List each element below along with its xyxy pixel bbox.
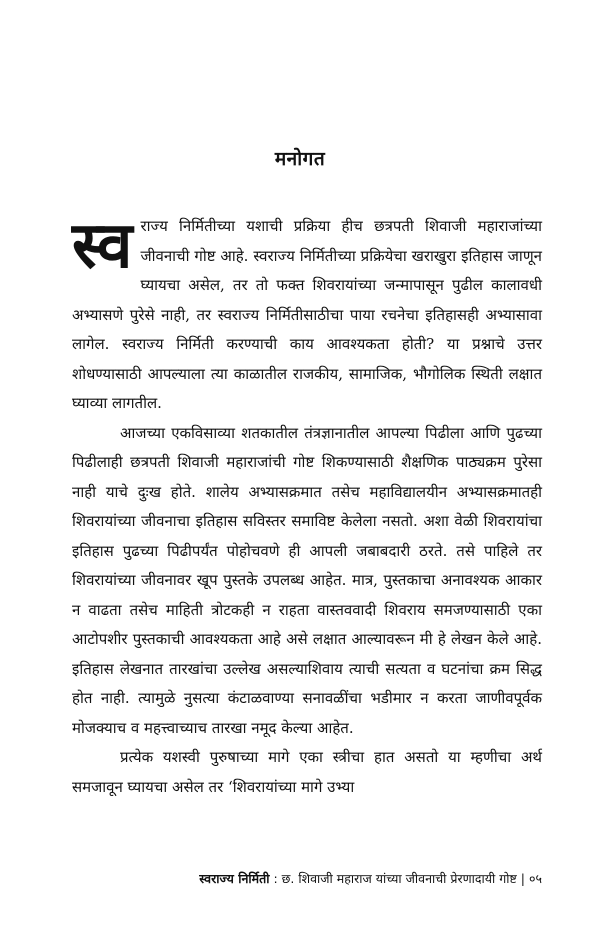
paragraph-2: आजच्या एकविसाव्या शतकातील तंत्रज्ञानातील आपल्या पिढीला आणि पुढच्या पिढीलाही छत्रपती शिवाजी महाराजांची गोष्ट शिकण्यासाठी शैक्षणिक पाठ्यक्रम पुरेसा नाही याचे दुःख होते. शालेय अभ्यासक्रमात तसेच महाविद्यालयीन अभ्यासक्रमातही शिवरायांच्या जीवनाचा इतिहास सविस्तर समाविष्ट केलेला नसतो. अशा वेळी शिवरायांचा इतिहास पुढच्या पिढीपर्यंत पोहोचवणे ही आपली जबाबदारी ठरते. तसे पाहिले तर शिवरायांच्या जीवनावर खूप पुस्तके उपलब्ध आहेत. मात्र, पुस्तकाचा अनावश्यक आकार न वाढता तसेच माहिती त्रोटकही न राहता वास्तववादी शिवराय समजण्यासाठी एका आटोपशीर पुस्तकाची आवश्यकता आहे असे लक्षात आल्यावरून मी हे लेखन केले आहे. इतिहास लेखनात तारखांचा उल्लेख असल्याशिवाय त्याची सत्यता व घटनांचा क्रम सिद्ध होत नाही. त्यामुळे नुसत्या कंटाळवाण्या सनावळींचा भडीमार न करता जाणीवपूर्वक मोजक्याच व महत्त्वाच्याच तारखा नमूद केल्या आहेत.	[72, 423, 542, 737]
footer-separator: :	[269, 871, 282, 886]
footer-divider: |	[516, 871, 529, 886]
running-footer	[199, 870, 542, 887]
footer-subtitle: छ. शिवाजी महाराज यांच्या जीवनाची प्रेरणादायी गोष्ट	[281, 871, 517, 886]
paragraph-1-text: राज्य निर्मितीच्या यशाची प्रक्रिया हीच छत्रपती शिवाजी महाराजांच्या जीवनाची गोष्ट आहे. स्वराज्य निर्मितीच्या प्रक्रियेचा खराखुरा इतिहास जाणून घ्यायचा असेल, तर तो फक्त शिवरायांच्या जन्मापासून पुढील कालावधी अभ्यासणे पुरेसे नाही, तर स्वराज्य निर्मितीसाठीचा पाया रचनेचा इतिहासही अभ्यासावा लागेल. स्वराज्य निर्मिती करण्याची काय आवश्यकता होती? या प्रश्नाचे उत्तर शोधण्यासाठी आपल्याला त्या काळातील राजकीय, सामाजिक, भौगोलिक स्थिती लक्षात घ्याव्या लागतील.	[72, 217, 542, 412]
paragraph-3: प्रत्येक यशस्वी पुरुषाच्या मागे एका स्त्रीचा हात असतो या म्हणीचा अर्थ समजावून घ्यायचा असेल तर ‘शिवरायांच्या मागे उभ्या	[72, 748, 542, 796]
body-text	[72, 208, 542, 802]
footer-book-title: स्वराज्य निर्मिती	[199, 871, 270, 886]
drop-cap: स्व	[72, 208, 133, 283]
page-title: मनोगत	[274, 148, 326, 170]
page-number: ०५	[528, 871, 542, 886]
paragraph-1	[72, 208, 542, 419]
